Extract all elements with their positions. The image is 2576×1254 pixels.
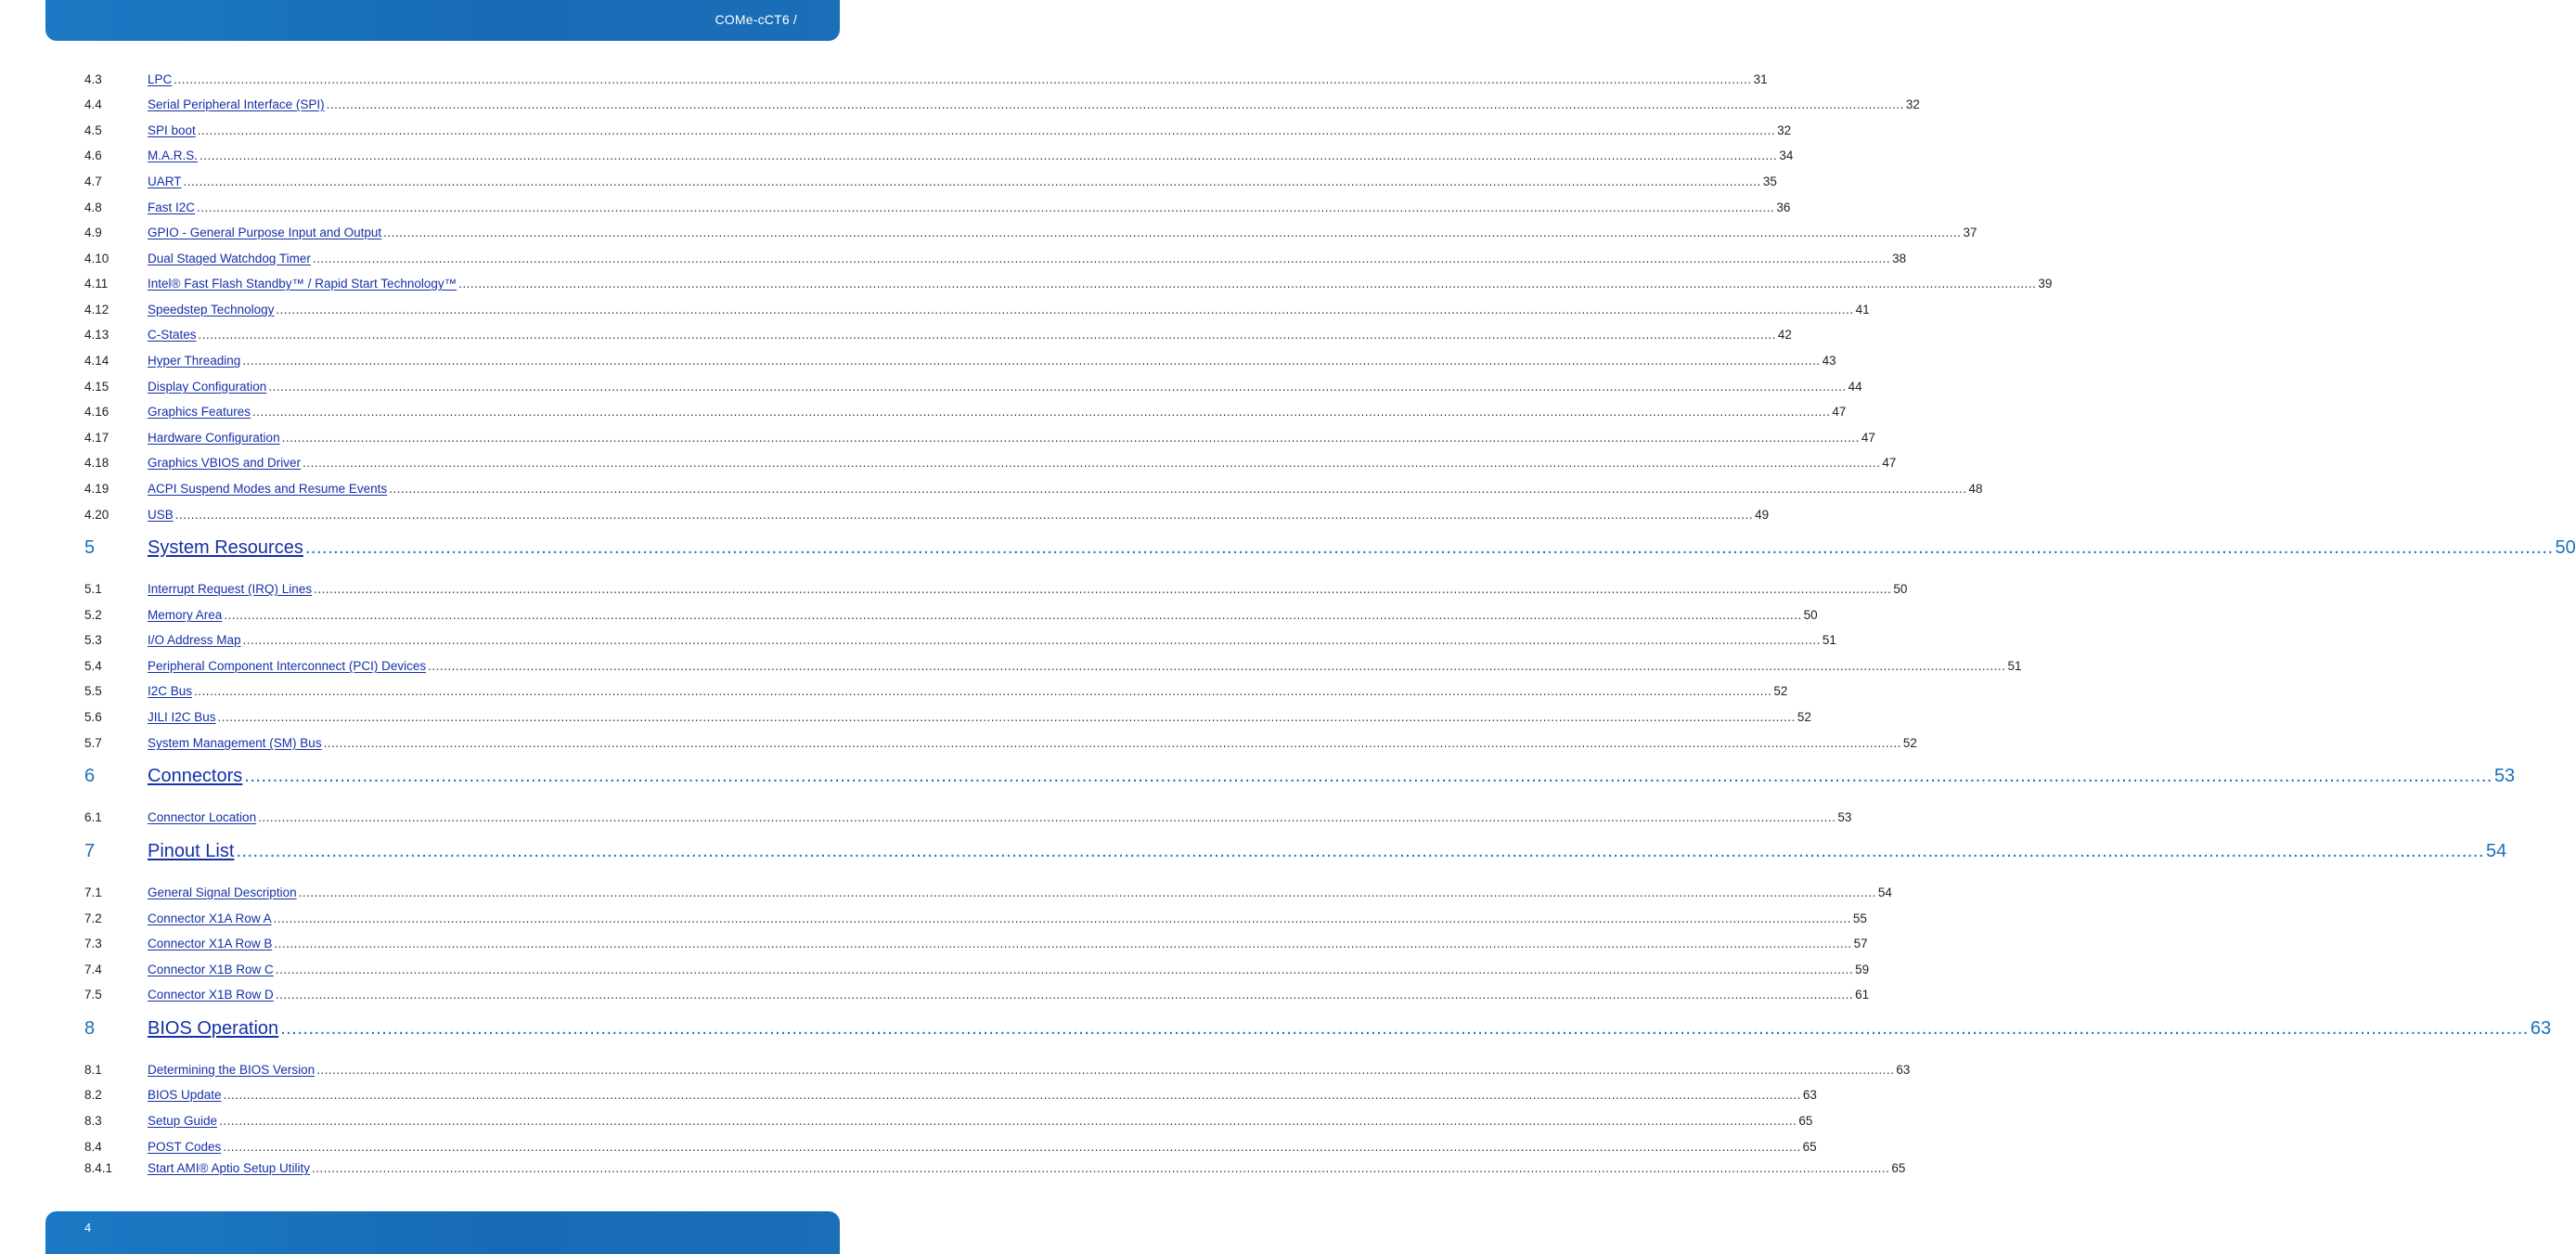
toc-chapter-entry: [84, 766, 2516, 792]
toc-entry-page: 53: [1837, 810, 1852, 824]
toc-entry: [84, 988, 1870, 1006]
toc-entry-number: 5.1: [84, 582, 102, 596]
toc-entry-link[interactable]: ACPI Suspend Modes and Resume Events: [148, 482, 388, 496]
dot-leader: ................................................................................................................................................................................................................................................................................................................................................................................................................: [223, 1140, 1801, 1154]
dot-leader: ................................................................................................................................................................................................................................................................................................................................................................................................................: [304, 537, 2554, 558]
toc-entry-page: 57: [1853, 937, 1868, 950]
dot-leader: ................................................................................................................................................................................................................................................................................................................................................................................................................: [276, 303, 1854, 317]
toc-chapter-entry: [84, 537, 2576, 563]
toc-entry: [84, 508, 1770, 526]
toc-entry-number: 4.9: [84, 226, 102, 239]
toc-entry-link[interactable]: Display Configuration: [148, 380, 267, 394]
toc-entry-page: 63: [2530, 1018, 2552, 1039]
toc-entry-page: 39: [2038, 277, 2053, 291]
toc-entry-number: 5: [84, 537, 96, 558]
toc-entry-number: 8.1: [84, 1063, 102, 1077]
dot-leader: ................................................................................................................................................................................................................................................................................................................................................................................................................: [274, 937, 1852, 950]
toc-entry: [84, 1088, 1817, 1106]
toc-entry: [84, 1161, 1906, 1180]
document-title: COMe-cCT6 /: [715, 12, 797, 27]
dot-leader: ................................................................................................................................................................................................................................................................................................................................................................................................................: [174, 508, 1754, 522]
toc-entry-link[interactable]: JILI I2C Bus: [148, 710, 216, 724]
toc-entry-page: 52: [1773, 684, 1788, 698]
toc-entry: [84, 175, 1777, 193]
toc-entry-number: 4.14: [84, 354, 109, 368]
toc-entry-link[interactable]: Connector Location: [148, 810, 257, 824]
dot-leader: ................................................................................................................................................................................................................................................................................................................................................................................................................: [281, 431, 1860, 445]
toc-entry-number: 4.15: [84, 380, 109, 394]
toc-entry-page: 51: [1822, 633, 1836, 647]
dot-leader: ................................................................................................................................................................................................................................................................................................................................................................................................................: [389, 482, 1967, 496]
dot-leader: ................................................................................................................................................................................................................................................................................................................................................................................................................: [458, 277, 2037, 291]
toc-entry-number: 5.5: [84, 684, 102, 698]
toc-entry: [84, 380, 1862, 398]
dot-leader: ................................................................................................................................................................................................................................................................................................................................................................................................................: [197, 123, 1776, 137]
toc-entry-page: 52: [1902, 736, 1917, 750]
toc-entry-number: 7.1: [84, 886, 102, 899]
dot-leader: ................................................................................................................................................................................................................................................................................................................................................................................................................: [312, 252, 1891, 265]
toc-entry-link[interactable]: Memory Area: [148, 608, 223, 622]
dot-leader: ................................................................................................................................................................................................................................................................................................................................................................................................................: [223, 1088, 1801, 1102]
toc-entry-link[interactable]: LPC: [148, 72, 173, 86]
dot-leader: ................................................................................................................................................................................................................................................................................................................................................................................................................: [312, 1161, 1890, 1175]
toc-entry: [84, 149, 1794, 167]
toc-entry-link[interactable]: Connector X1A Row A: [148, 911, 272, 925]
toc-entry-link[interactable]: C-States: [148, 328, 197, 342]
toc-entry: [84, 328, 1792, 346]
toc-entry-page: 52: [1797, 710, 1811, 724]
toc-entry-link[interactable]: Connector X1A Row B: [148, 937, 273, 950]
toc-entry-page: 49: [1755, 508, 1770, 522]
toc-entry-page: 63: [1802, 1088, 1817, 1102]
toc-entry-page: 47: [1882, 456, 1897, 470]
toc-entry: [84, 633, 1836, 652]
toc-entry-page: 65: [1798, 1114, 1813, 1128]
toc-entry-link[interactable]: Connector X1B Row D: [148, 988, 274, 1002]
toc-entry: [84, 886, 1892, 904]
toc-entry-number: 4.18: [84, 456, 109, 470]
dot-leader: ................................................................................................................................................................................................................................................................................................................................................................................................................: [326, 97, 1904, 111]
toc-entry-link[interactable]: Determining the BIOS Version: [148, 1063, 316, 1077]
toc-entry-page: 65: [1891, 1161, 1906, 1175]
toc-entry-page: 37: [1963, 226, 1977, 239]
toc-entry-page: 42: [1777, 328, 1792, 342]
toc-entry-number: 5.6: [84, 710, 102, 724]
toc-entry: [84, 736, 1917, 755]
toc-entry-number: 7: [84, 841, 96, 861]
toc-entry: [84, 72, 1768, 91]
dot-leader: ................................................................................................................................................................................................................................................................................................................................................................................................................: [268, 380, 1847, 394]
toc-entry: [84, 354, 1836, 372]
toc-chapter-entry: [84, 841, 2507, 867]
dot-leader: ................................................................................................................................................................................................................................................................................................................................................................................................................: [258, 810, 1836, 824]
toc-entry: [84, 1063, 1911, 1081]
toc-entry-page: 59: [1855, 963, 1870, 976]
toc-entry-page: 38: [1892, 252, 1907, 265]
dot-leader: ................................................................................................................................................................................................................................................................................................................................................................................................................: [242, 633, 1821, 647]
dot-leader: ................................................................................................................................................................................................................................................................................................................................................................................................................: [217, 710, 1796, 724]
dot-leader: ................................................................................................................................................................................................................................................................................................................................................................................................................: [275, 963, 1854, 976]
toc-entry-page: 48: [1968, 482, 1983, 496]
toc-entry-page: 47: [1861, 431, 1875, 445]
dot-leader: ................................................................................................................................................................................................................................................................................................................................................................................................................: [273, 911, 1851, 925]
toc-entry-link[interactable]: Hardware Configuration: [148, 431, 280, 445]
dot-leader: ................................................................................................................................................................................................................................................................................................................................................................................................................: [383, 226, 1962, 239]
toc-entry-number: 4.12: [84, 303, 109, 317]
toc-entry-number: 4.10: [84, 252, 109, 265]
page-number: 4: [84, 1221, 92, 1235]
toc-chapter-entry: [84, 1018, 2552, 1044]
toc-entry-page: 32: [1905, 97, 1920, 111]
toc-entry-link[interactable]: Serial Peripheral Interface (SPI): [148, 97, 325, 111]
dot-leader: ................................................................................................................................................................................................................................................................................................................................................................................................................: [298, 886, 1876, 899]
toc-entry-page: 61: [1855, 988, 1870, 1002]
toc-entry-number: 7.3: [84, 937, 102, 950]
toc-entry-link[interactable]: Graphics Features: [148, 405, 251, 419]
dot-leader: ................................................................................................................................................................................................................................................................................................................................................................................................................: [200, 149, 1778, 162]
toc-entry-link[interactable]: BIOS Update: [148, 1088, 222, 1102]
toc-entry-link[interactable]: BIOS Operation: [148, 1018, 279, 1039]
toc-entry-link[interactable]: SPI boot: [148, 123, 196, 137]
toc-entry-page: 47: [1832, 405, 1847, 419]
toc-entry-number: 4.11: [84, 277, 109, 291]
toc-entry-link[interactable]: POST Codes: [148, 1140, 222, 1154]
toc-entry-page: 41: [1855, 303, 1870, 317]
toc-entry-page: 34: [1779, 149, 1794, 162]
toc-entry-page: 44: [1848, 380, 1862, 394]
dot-leader: ................................................................................................................................................................................................................................................................................................................................................................................................................: [428, 659, 2006, 673]
toc-entry-number: 4.20: [84, 508, 109, 522]
toc-entry: [84, 1114, 1813, 1132]
toc-entry-number: 7.5: [84, 988, 102, 1002]
toc-entry-number: 4.5: [84, 123, 102, 137]
toc-entry-number: 6.1: [84, 810, 102, 824]
toc-entry: [84, 710, 1811, 729]
toc-entry-page: 65: [1802, 1140, 1817, 1154]
toc-entry-link[interactable]: Hyper Threading: [148, 354, 241, 368]
toc-entry-page: 54: [1877, 886, 1892, 899]
toc-entry-link[interactable]: System Resources: [148, 537, 303, 558]
toc-entry: [84, 684, 1788, 703]
dot-leader: ................................................................................................................................................................................................................................................................................................................................................................................................................: [252, 405, 1831, 419]
toc-entry-link[interactable]: Speedstep Technology: [148, 303, 275, 317]
toc-entry: [84, 226, 1977, 244]
dot-leader: ................................................................................................................................................................................................................................................................................................................................................................................................................: [183, 175, 1761, 188]
toc-entry-page: 36: [1776, 200, 1791, 214]
dot-leader: ................................................................................................................................................................................................................................................................................................................................................................................................................: [316, 1063, 1895, 1077]
toc-entry-page: 55: [1852, 911, 1867, 925]
toc-entry: [84, 405, 1847, 423]
dot-leader: ................................................................................................................................................................................................................................................................................................................................................................................................................: [197, 200, 1775, 214]
toc-entry: [84, 123, 1792, 142]
toc-entry-page: 63: [1896, 1063, 1911, 1077]
toc-entry: [84, 937, 1868, 955]
toc-entry-page: 32: [1777, 123, 1792, 137]
toc-entry-page: 43: [1822, 354, 1836, 368]
dot-leader: ................................................................................................................................................................................................................................................................................................................................................................................................................: [194, 684, 1772, 698]
toc-entry-link[interactable]: USB: [148, 508, 174, 522]
toc-entry-number: 4.16: [84, 405, 109, 419]
toc-entry-link[interactable]: I2C Bus: [148, 684, 193, 698]
toc-entry-number: 8.3: [84, 1114, 102, 1128]
toc-entry: [84, 431, 1875, 449]
toc-entry: [84, 456, 1897, 474]
footer-bar: [45, 1211, 840, 1254]
toc-entry: [84, 277, 2053, 295]
toc-entry-number: 8: [84, 1018, 96, 1039]
toc-entry: [84, 659, 2022, 678]
toc-entry: [84, 252, 1907, 270]
toc-entry-number: 5.4: [84, 659, 102, 673]
toc-entry: [84, 1140, 1817, 1158]
dot-leader: ................................................................................................................................................................................................................................................................................................................................................................................................................: [275, 988, 1854, 1002]
toc-entry-link[interactable]: M.A.R.S.: [148, 149, 199, 162]
toc-entry-link[interactable]: Peripheral Component Interconnect (PCI) Devices: [148, 659, 427, 673]
toc-entry-link[interactable]: Connectors: [148, 766, 243, 786]
toc-entry: [84, 810, 1852, 829]
dot-leader: ................................................................................................................................................................................................................................................................................................................................................................................................................: [219, 1114, 1797, 1128]
toc-entry-link[interactable]: Dual Staged Watchdog Timer: [148, 252, 311, 265]
toc-entry-link[interactable]: Connector X1B Row C: [148, 963, 274, 976]
toc-entry-page: 50: [1803, 608, 1818, 622]
toc-entry-number: 4.3: [84, 72, 102, 86]
toc-entry-page: 53: [2493, 766, 2516, 786]
dot-leader: ................................................................................................................................................................................................................................................................................................................................................................................................................: [280, 1018, 2529, 1039]
toc-entry-number: 5.7: [84, 736, 102, 750]
dot-leader: ................................................................................................................................................................................................................................................................................................................................................................................................................: [303, 456, 1881, 470]
toc-entry: [84, 911, 1867, 930]
toc-entry-link[interactable]: System Management (SM) Bus: [148, 736, 322, 750]
toc-entry: [84, 200, 1791, 219]
toc-entry-number: 6: [84, 766, 96, 786]
toc-entry-link[interactable]: GPIO - General Purpose Input and Output: [148, 226, 382, 239]
dot-leader: ................................................................................................................................................................................................................................................................................................................................................................................................................: [198, 328, 1776, 342]
toc-entry-number: 4.17: [84, 431, 109, 445]
dot-leader: ................................................................................................................................................................................................................................................................................................................................................................................................................: [242, 354, 1821, 368]
toc-entry-number: 4.13: [84, 328, 109, 342]
dot-leader: ................................................................................................................................................................................................................................................................................................................................................................................................................: [224, 608, 1802, 622]
toc-entry-number: 4.8: [84, 200, 102, 214]
toc-entry-number: 4.4: [84, 97, 102, 111]
toc-entry-number: 4.6: [84, 149, 102, 162]
toc-entry-number: 5.2: [84, 608, 102, 622]
toc-entry-link[interactable]: Start AMI® Aptio Setup Utility: [148, 1161, 311, 1175]
toc-entry-page: 54: [2486, 841, 2507, 861]
toc-entry-page: 50: [1893, 582, 1908, 596]
toc-entry-link[interactable]: Interrupt Request (IRQ) Lines: [148, 582, 313, 596]
toc-entry: [84, 303, 1870, 321]
toc-entry-link[interactable]: Setup Guide: [148, 1114, 218, 1128]
toc-entry-page: 31: [1753, 72, 1768, 86]
toc-entry-number: 4.19: [84, 482, 109, 496]
toc-entry-link[interactable]: Fast I2C: [148, 200, 196, 214]
toc-entry: [84, 582, 1908, 601]
toc-entry-number: 7.4: [84, 963, 102, 976]
toc-entry-link[interactable]: I/O Address Map: [148, 633, 241, 647]
toc-entry-number: 5.3: [84, 633, 102, 647]
toc-entry-number: 8.4: [84, 1140, 102, 1154]
toc-entry-page: 35: [1762, 175, 1777, 188]
dot-leader: ................................................................................................................................................................................................................................................................................................................................................................................................................: [236, 841, 2485, 861]
toc-entry: [84, 963, 1870, 981]
toc-entry-link[interactable]: UART: [148, 175, 182, 188]
dot-leader: ................................................................................................................................................................................................................................................................................................................................................................................................................: [244, 766, 2492, 786]
toc-entry-link[interactable]: General Signal Description: [148, 886, 297, 899]
toc-entry-link[interactable]: Graphics VBIOS and Driver: [148, 456, 302, 470]
dot-leader: ................................................................................................................................................................................................................................................................................................................................................................................................................: [323, 736, 1901, 750]
toc-entry-link[interactable]: Pinout List: [148, 841, 235, 861]
toc-entry-number: 7.2: [84, 911, 102, 925]
toc-entry-link[interactable]: Intel® Fast Flash Standby™ / Rapid Start Technology™: [148, 277, 457, 291]
toc-entry: [84, 482, 1983, 500]
toc-entry: [84, 608, 1818, 627]
toc-entry-number: 8.4.1: [84, 1161, 113, 1175]
toc-entry: [84, 97, 1920, 116]
toc-entry-number: 4.7: [84, 175, 102, 188]
dot-leader: ................................................................................................................................................................................................................................................................................................................................................................................................................: [314, 582, 1892, 596]
toc-entry-page: 51: [2007, 659, 2022, 673]
toc-entry-page: 50: [2555, 537, 2576, 558]
dot-leader: ................................................................................................................................................................................................................................................................................................................................................................................................................: [174, 72, 1752, 86]
toc-entry-number: 8.2: [84, 1088, 102, 1102]
